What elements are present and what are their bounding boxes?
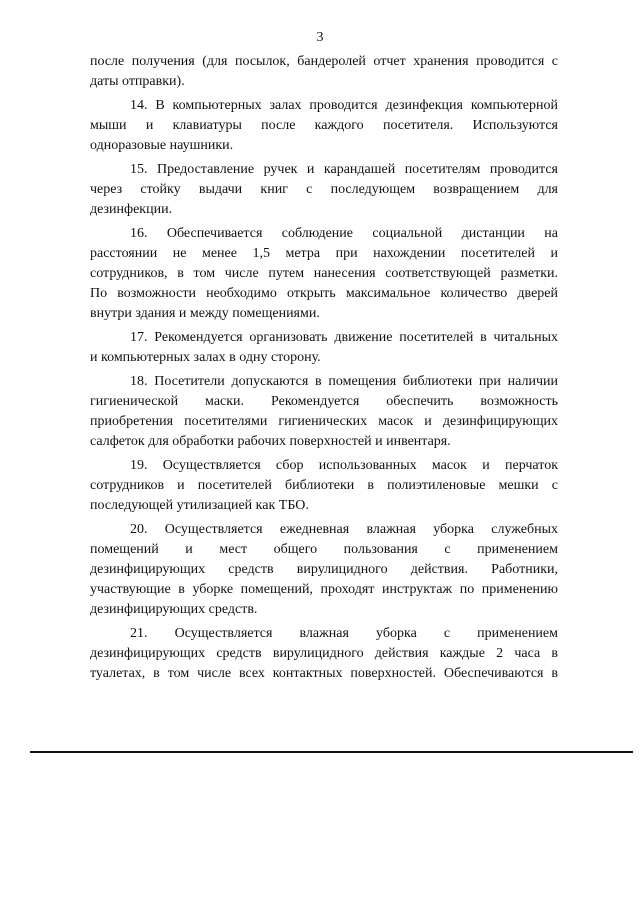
- paragraph-21: [90, 624, 558, 684]
- text-line: 18. Посетители допускаются в помещения библиотеки при наличии: [130, 374, 558, 389]
- paragraph-13-continuation: [90, 52, 558, 92]
- paragraph-20: [90, 520, 558, 620]
- text-line: одноразовые наушники.: [90, 138, 234, 153]
- text-line: 17. Рекомендуется организовать движение посетителей в читальных: [130, 330, 558, 345]
- text-line: 19. Осуществляется сбор использованных масок и перчаток: [130, 458, 558, 473]
- paragraph-19: [90, 456, 558, 516]
- text-line: после получения (для посылок, бандеролей отчет хранения проводится с: [90, 54, 558, 69]
- text-line: дезинфекции.: [90, 202, 173, 217]
- text-line: через стойку выдачи книг с последующем возвращением для: [90, 182, 558, 197]
- paragraph-18: [90, 372, 558, 452]
- paragraph-16: [90, 224, 558, 324]
- text-line: приобретения посетителями гигиенических масок и дезинфицирующих: [90, 414, 558, 429]
- page-break-rule: [30, 751, 633, 753]
- text-line: даты отправки).: [90, 74, 185, 89]
- text-line: внутри здания и между помещениями.: [90, 306, 320, 321]
- text-line: последующей утилизацией как ТБО.: [90, 498, 309, 513]
- paragraph-14: [90, 96, 558, 156]
- text-line: дезинфицирующих средств.: [90, 602, 258, 617]
- text-line: 14. В компьютерных залах проводится дезинфекция компьютерной: [130, 98, 558, 113]
- paragraph-17: [90, 328, 558, 368]
- text-line: 21. Осуществляется влажная уборка с применением: [130, 626, 558, 641]
- text-line: 15. Предоставление ручек и карандашей посетителям проводится: [130, 162, 558, 177]
- text-line: По возможности необходимо открыть максимальное количество дверей: [90, 286, 558, 301]
- text-line: и компьютерных залах в одну сторону.: [90, 350, 321, 365]
- text-line: дезинфицирующих средств вирулицидного действия каждые 2 часа в: [90, 646, 558, 661]
- text-line: помещений и мест общего пользования с применением: [90, 542, 558, 557]
- text-line: дезинфицирующих средств вирулицидного действия. Работники,: [90, 562, 558, 577]
- text-line: туалетах, в том числе всех контактных поверхностей. Обеспечиваются в: [90, 666, 558, 681]
- text-line: 20. Осуществляется ежедневная влажная уборка служебных: [130, 522, 558, 537]
- text-line: участвующие в уборке помещений, проходят инструктаж по применению: [90, 582, 558, 597]
- text-line: 16. Обеспечивается соблюдение социальной дистанции на: [130, 226, 558, 241]
- text-line: мыши и клавиатуры после каждого посетителя. Используются: [90, 118, 558, 133]
- document-body: [90, 52, 558, 688]
- page-number: 3: [316, 30, 324, 45]
- text-line: салфеток для обработки рабочих поверхностей и инвентаря.: [90, 434, 451, 449]
- text-line: расстоянии не менее 1,5 метра при нахождении посетителей и: [90, 246, 558, 261]
- text-line: гигиенической маски. Рекомендуется обеспечить возможность: [90, 394, 558, 409]
- paragraph-15: [90, 160, 558, 220]
- text-line: сотрудников, в том числе путем нанесения соответствующей разметки.: [90, 266, 558, 281]
- text-line: сотрудников и посетителей библиотеки в полиэтиленовые мешки с: [90, 478, 558, 493]
